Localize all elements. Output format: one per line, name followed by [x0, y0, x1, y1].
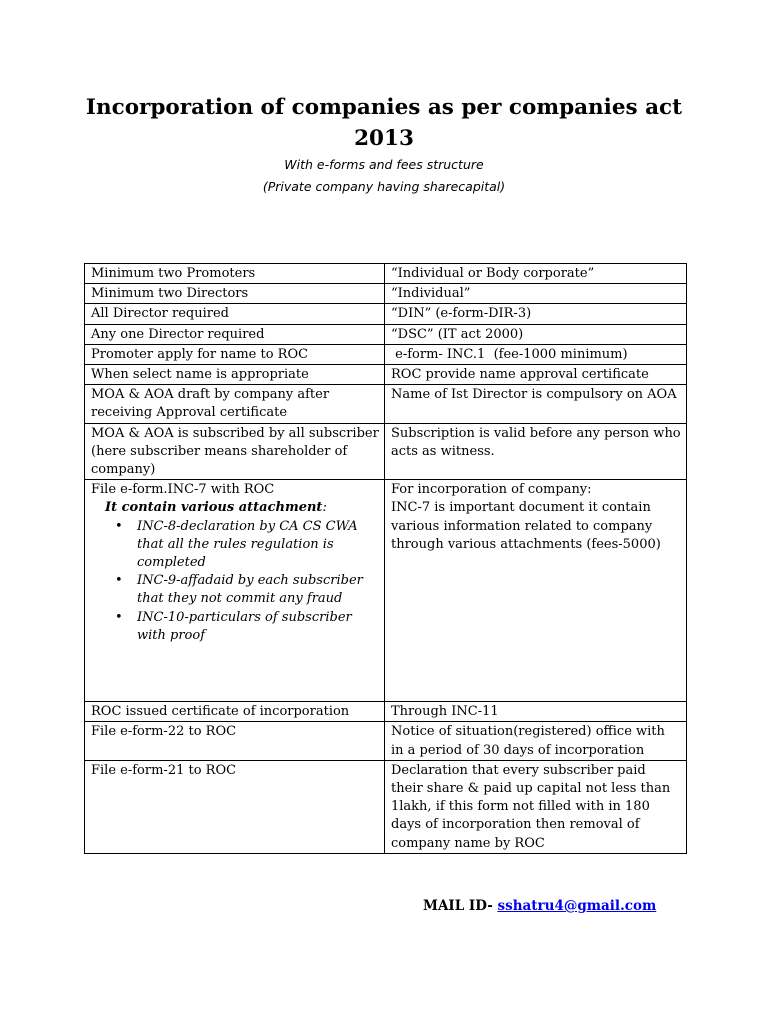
table-cell-requirement: MOA & AOA draft by company after receiving Approval certificate [85, 385, 385, 423]
attachment-heading-text: It contain various attachment [105, 500, 323, 516]
table-row [85, 344, 687, 364]
table-cell-requirement: MOA & AOA is subscribed by all subscriber (here subscriber means shareholder of company) [85, 423, 385, 480]
table-cell-detail: Subscription is valid before any person who acts as witness. [385, 423, 687, 480]
table-cell-detail: Notice of situation(registered) office with in a period of 30 days of incorporation [385, 722, 687, 760]
table-cell-requirement: Minimum two Promoters [85, 264, 385, 284]
table-cell-requirement: Minimum two Directors [85, 284, 385, 304]
table-cell-detail: “Individual” [385, 284, 687, 304]
table-row [85, 365, 687, 385]
table-row [85, 702, 687, 722]
mail-link[interactable]: sshatru4@gmail.com [497, 898, 657, 914]
incorporation-table [84, 263, 687, 854]
list-item: • INC-10-particulars of subscriber with proof [137, 609, 379, 645]
table-cell-detail: ROC provide name approval certificate [385, 365, 687, 385]
subtitle-line-1: With e-forms and fees structure [284, 157, 484, 172]
inc7-detail-rest: INC-7 is important document it contain various information related to company through various attachments (fees-5000) [391, 500, 661, 552]
table-cell-detail: Declaration that every subscriber paid their share & paid up capital not less than 1lakh, if this form not filled with in 180 days of incorporation then removal of company name by ROC [385, 760, 687, 853]
table-cell-requirement: ROC issued certificate of incorporation [85, 702, 385, 722]
document-title: Incorporation of companies as per companies act 2013 [85, 95, 683, 151]
table-cell-detail: e-form- INC.1 (fee-1000 minimum) [385, 344, 687, 364]
attachment-heading [91, 499, 379, 517]
table-cell-requirement: File e-form-21 to ROC [85, 760, 385, 853]
table-cell-detail: Through INC-11 [385, 702, 687, 722]
table-cell-detail: “DIN” (e-form-DIR-3) [385, 304, 687, 324]
table-cell-requirement: Promoter apply for name to ROC [85, 344, 385, 364]
inc7-title: File e-form.INC-7 with ROC [91, 482, 275, 498]
subtitle-line-2: (Private company having sharecapital) [262, 179, 506, 194]
attachment-heading-colon: : [322, 500, 327, 516]
mail-id [423, 898, 656, 914]
table-cell-requirement [85, 480, 385, 702]
table-row [85, 385, 687, 423]
table-row [85, 722, 687, 760]
table-row [85, 423, 687, 480]
mail-label: MAIL ID- [423, 898, 498, 914]
attachment-list [91, 518, 379, 645]
table-row [85, 480, 687, 702]
table-cell-requirement: File e-form-22 to ROC [85, 722, 385, 760]
table-row [85, 264, 687, 284]
table-row [85, 284, 687, 304]
inc7-detail-line1: For incorporation of company: [391, 482, 592, 498]
table-row [85, 324, 687, 344]
table-cell-detail: Name of Ist Director is compulsory on AOA [385, 385, 687, 423]
table-row [85, 760, 687, 853]
table-cell-requirement: Any one Director required [85, 324, 385, 344]
table-cell-detail [385, 480, 687, 702]
table-cell-detail: “DSC” (IT act 2000) [385, 324, 687, 344]
table-cell-requirement: All Director required [85, 304, 385, 324]
table-cell-detail: “Individual or Body corporate” [385, 264, 687, 284]
list-item: • INC-9-affadaid by each subscriber that they not commit any fraud [137, 572, 379, 608]
table-cell-requirement: When select name is appropriate [85, 365, 385, 385]
list-item: • INC-8-declaration by CA CS CWA that all the rules regulation is completed [137, 518, 379, 573]
table-row [85, 304, 687, 324]
